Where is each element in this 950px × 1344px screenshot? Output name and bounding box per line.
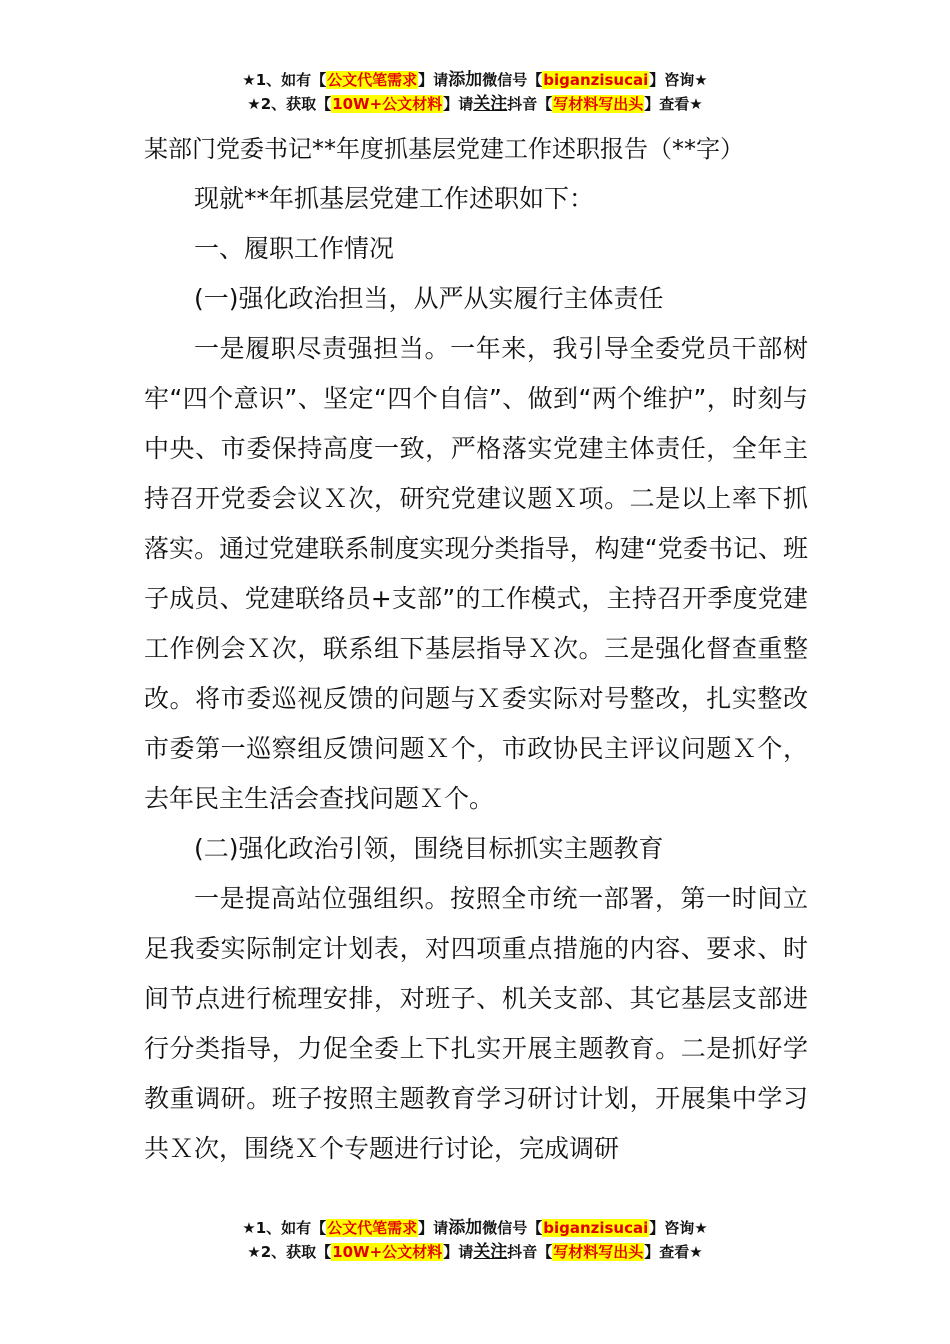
promo-banner-top [0, 68, 950, 116]
promo-line-2 [0, 1240, 950, 1264]
promo-banner-bottom [0, 1216, 950, 1264]
promo-text: 】咨询★ [649, 1219, 708, 1237]
promo-text-large: 添加 [448, 1218, 483, 1238]
promo-highlight-wechat: biganzisucai [543, 1219, 649, 1237]
document-title: 某部门党委书记**年度抓基层党建工作述职报告（**字） [144, 135, 744, 163]
promo-text: 】请 [443, 95, 474, 113]
document-body [144, 124, 808, 1174]
promo-text-large: 关注 [473, 1242, 508, 1262]
promo-text-large: 关注 [473, 94, 508, 114]
promo-text: 】请 [443, 1243, 474, 1261]
promo-highlight-douyin: 写材料写出头 [553, 1243, 644, 1261]
promo-highlight: 10W+公文材料 [332, 95, 443, 113]
promo-text: ★1、如有【 [242, 1219, 327, 1237]
paragraph-2: 一是提高站位强组织。按照全市统一部署，第一时间立足我委实际制定计划表，对四项重点措施的内容、要求、时间节点进行梳理安排，对班子、机关支部、其它基层支部进行分类指导，力促全委上下扎实开展主题教育。二是抓好学教重调研。班子按照主题教育学习研讨计划，开展集中学习共Ｘ次，围绕Ｘ个专题进行讨论，完成调研 [144, 884, 808, 1163]
promo-text: 微信号【 [482, 71, 543, 89]
promo-text: 微信号【 [482, 1219, 543, 1237]
promo-highlight-douyin: 写材料写出头 [553, 95, 644, 113]
subsection-heading-1: (一)强化政治担当，从严从实履行主体责任 [194, 284, 664, 313]
promo-text: ★2、获取【 [247, 95, 332, 113]
promo-text: 抖音【 [507, 1243, 553, 1261]
promo-text: 】查看★ [644, 1243, 703, 1261]
promo-text: ★1、如有【 [242, 71, 327, 89]
promo-text-large: 添加 [448, 70, 483, 90]
promo-line-1 [0, 1216, 950, 1240]
promo-text: 】查看★ [644, 95, 703, 113]
subsection-heading-2: (二)强化政治引领，围绕目标抓实主题教育 [194, 834, 664, 863]
paragraph-1: 一是履职尽责强担当。一年来，我引导全委党员干部树牢“四个意识”、坚定“四个自信”、做到“两个维护”，时刻与中央、市委保持高度一致，严格落实党建主体责任，全年主持召开党委会议Ｘ次，研究党建议题Ｘ项。二是以上率下抓落实。通过党建联系制度实现分类指导，构建“党委书记、班子成员、党建联络员+支部”的工作模式，主持召开季度党建工作例会Ｘ次，联系组下基层指导Ｘ次。三是强化督查重整改。将市委巡视反馈的问题与Ｘ委实际对号整改，扎实整改市委第一巡察组反馈问题Ｘ个，市政协民主评议问题Ｘ个，去年民主生活会查找问题Ｘ个。 [144, 334, 808, 813]
promo-line-2 [0, 92, 950, 116]
promo-text: 抖音【 [507, 95, 553, 113]
promo-text: ★2、获取【 [247, 1243, 332, 1261]
section-heading-1: 一、履职工作情况 [194, 234, 395, 263]
promo-text: 】咨询★ [649, 71, 708, 89]
intro-line: 现就**年抓基层党建工作述职如下： [194, 184, 595, 213]
promo-text: 】请 [418, 71, 449, 89]
promo-highlight: 10W+公文材料 [332, 1243, 443, 1261]
promo-line-1 [0, 68, 950, 92]
promo-highlight: 公文代笔需求 [327, 1219, 418, 1237]
promo-highlight-wechat: biganzisucai [543, 71, 649, 89]
promo-highlight: 公文代笔需求 [327, 71, 418, 89]
promo-text: 】请 [418, 1219, 449, 1237]
